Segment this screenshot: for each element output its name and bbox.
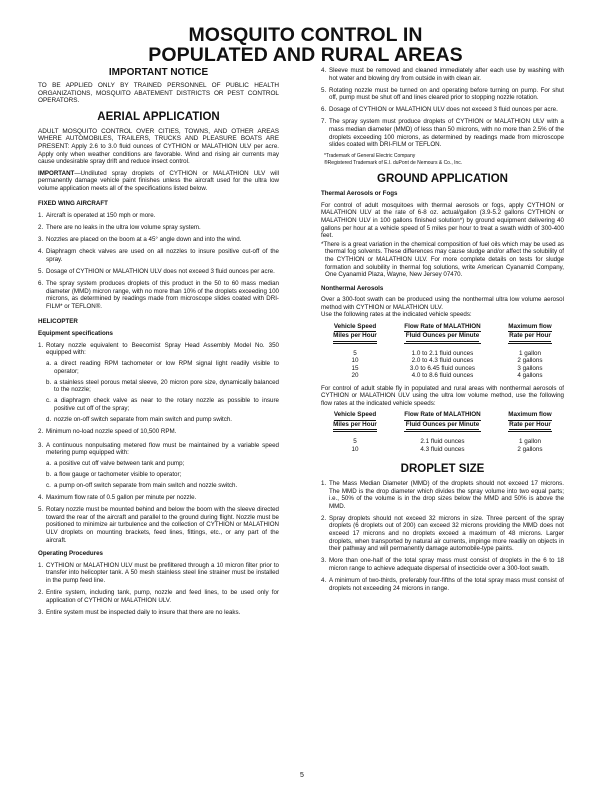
item-text: Rotary nozzle must be mounted behind and below the boom with the sleeve directed toward the rear of the aircraft and parallel to the ground during flight. Nozzle must be positioned to minimize air turbulence and the collection of CYTHION or MALATHION ULV droplets on mounting brackets, feed lines, fittings, etc., or any part of the aircraft. [46,506,279,544]
item-text: Maximum flow rate of 0.5 gallon per minute per nozzle. [46,494,197,502]
sub-text: nozzle on-off switch separate from main switch and pump switch. [54,416,233,423]
item-number: 5. [38,506,44,514]
item-text: Entire system must be inspected daily to insure that there are no leaks. [46,608,241,616]
list-item [321,557,564,572]
important-warning [38,170,279,193]
col-header-vehicle-speed: Vehicle Speed Miles per Hour [321,323,389,346]
sub-letter: b. [46,470,52,478]
list-item [38,494,279,502]
item-text: The spray system must produce droplets of CYTHION or MALATHION ULV with a mass median diameter (MMD) of less than 50 microns, with no more than 2.5% of the droplets exceeding 100 microns, as determined by readings made from microscope slides coated with DRI-FILM or TEFLON. [329,118,564,149]
sub-text: a stainless steel porous metal sleeve, 20 micron pore size, dynamically balanced to the nozzle; [54,378,279,394]
cell-flow-rate: 1.0 to 2.1 fluid ounces [411,349,474,357]
list-item [38,506,279,544]
table-row [321,365,564,372]
cell-speed: 20 [351,372,359,380]
aerial-intro [38,128,279,166]
sub-list [46,460,279,490]
item-number: 4. [38,494,44,502]
item-text: Entire system, including tank, pump, nozzle and feed lines, to be used only for application of CYTHION or MALATHION ULV. [46,589,279,604]
cell-speed: 5 [353,349,357,357]
list-item [38,442,279,490]
footnote-teflon: ®Registered Trademark of E.I. duPont de Nemours & Co., Inc. [324,159,463,166]
stable-fly-flow-rate-table [321,411,564,453]
cell-flow-rate: 2.0 to 4.3 fluid ounces [411,357,474,365]
item-number: 4. [321,67,327,74]
sub-letter: c. [46,397,51,405]
col-header-flow-rate: Flow Rate of MALATHION Fluid Ounces per Minute [389,411,496,434]
left-column [38,67,279,621]
cell-flow-rate: 3.0 to 6.45 fluid ounces [409,364,476,372]
sub-item [46,416,279,424]
item-text: Rotary nozzle equivalent to Beecomist Spray Head Assembly Model No. 350 equipped with: [46,341,279,357]
table-row [321,357,564,364]
sub-item [46,360,279,375]
sub-letter: d. [46,416,52,423]
sub-item [46,482,279,490]
list-item [38,428,279,436]
stable-fly-text: For control of adult stable fly in populated and rural areas with nonthermal aerosols of CYTHION or MALATHION ULV using the ultra low volume method, use the following flow rates at the indicated vehicle speeds: [321,384,564,407]
important-label: IMPORTANT [38,169,75,177]
operating-procedures-continued [321,67,564,149]
item-number: 5. [38,268,44,276]
item-text: CYTHION or MALATHION ULV must be prefiltered through a 10 micron filter prior to transfer into helicopter tank. A 50 mesh stainless steel line strainer must be installed in the pump feed line. [46,561,279,584]
list-item [321,577,564,592]
item-number: 1. [321,479,327,487]
ground-application-heading: GROUND APPLICATION [377,173,508,186]
item-text: Nozzles are placed on the boom at a 45° angle down and into the wind. [46,236,242,244]
list-item [38,562,279,585]
right-column [321,67,564,597]
item-number: 3. [38,608,44,616]
fixed-wing-list [38,212,279,310]
col-header-flow-rate: Flow Rate of MALATHION Fluid Ounces per Minute [389,323,496,346]
sub-item [46,379,279,394]
helicopter-heading: HELICOPTER [38,317,78,325]
item-number: 1. [38,341,44,349]
nonthermal-text: Over a 300-foot swath can be produced using the nonthermal ultra low volume aerosol method with CYTHION or MALATHION ULV. [321,296,564,311]
cell-max-flow: 1 gallon [518,349,541,357]
list-item [38,268,279,276]
item-number: 1. [38,212,44,220]
item-text: Rotating nozzle must be turned on and operating before turning on pump. For shut off, pump must be shut off and lines cleared prior to stopping nozzle rotation. [329,86,564,102]
sub-letter: b. [46,378,52,386]
fixed-wing-heading: FIXED WING AIRCRAFT [38,199,108,207]
item-text: Dosage of CYTHION or MALATHION ULV does not exceed 3 fluid ounces per acre. [329,106,558,114]
item-number: 6. [38,280,44,288]
sub-text: a diaphragm check valve as near to the rotary nozzle as possible to insure positive cut off of the spray; [54,397,279,412]
list-item [38,280,279,310]
item-number: 2. [321,514,327,522]
list-item [321,106,564,114]
cell-max-flow: 3 gallons [517,364,543,372]
table-header-row [321,411,564,434]
list-item [38,212,279,220]
sub-letter: a. [46,459,52,467]
item-text: A continuous nonpulsating metered flow must be maintained by a variable speed metering pump equipped with: [46,441,279,457]
important-notice-text: TO BE APPLIED ONLY BY TRAINED PERSONNEL OF PUBLIC HEALTH ORGANIZATIONS, MOSQUITO ABATEMENT DISTRICTS OR PEST CONTROL OPERATORS. [38,82,279,105]
thermal-aerosols-heading: Thermal Aerosols or Fogs [321,190,398,198]
col-header-max-flow: Maximum flow Rate per Hour [496,323,564,346]
thermal-aerosols-note: *There is a great variation in the chemical composition of fuel oils which may be used as thermal fog solvents. These differences may cause sludge and/or affect the solubility of the CYTHION or MALATHION ULV. For more complete details on tests for sludge formation and solubility in thermal fog solutions, write American Cyanamid Company, One Cyanamid Plaza, Wayne, New Jersey 07470. [321,240,564,279]
sub-text: a pump on-off switch separate from main switch and nozzle switch. [54,482,238,490]
footnote-dri-film: *Trademark of General Electric Company [324,153,416,160]
title-line-1: MOSQUITO CONTROL IN [188,24,423,46]
item-text: A minimum of two-thirds, preferably four-fifths of the total spray mass must consist of droplets not exceeding 24 microns in range. [329,576,564,592]
cell-flow-rate: 2.1 fluid ounces [420,438,465,446]
page-number: 5 [300,772,304,779]
col-header-max-flow: Maximum flow Rate per Hour [496,411,564,434]
mosquito-flow-rate-table [321,323,564,379]
sub-text: a positive cut off valve between tank and pump; [54,459,185,467]
equipment-specs-list [38,342,279,544]
list-item [38,224,279,232]
table-row [321,372,564,379]
item-number: 5. [321,86,327,94]
list-item [38,609,279,617]
table-row [321,446,564,453]
important-notice-heading: IMPORTANT NOTICE [108,67,209,78]
item-text: The spray system produces droplets of this product in the 50 to 60 mass median diameter (MMD) micron range, with no more than 10% of the droplets exceeding 100 microns, as determined by readings made from microscope slides coated with DRI-FILM* or TEFLON®. [46,280,279,310]
cell-speed: 10 [351,445,359,453]
sub-text: a flow gauge or tachometer visible to operator; [54,470,182,478]
important-text: —Undiluted spray droplets of CYTHION or MALATHION ULV will permanently damage vehicle paint finishes unless the aircraft used for the ultra low volume application meets all of the specifications listed below. [38,169,279,192]
list-item [321,515,564,553]
cell-speed: 5 [353,438,357,446]
list-item [321,480,564,510]
item-number: 4. [321,576,327,584]
table-row [321,346,564,357]
item-number: 2. [38,224,44,232]
sub-item [46,460,279,468]
item-text: Dosage of CYTHION or MALATHION ULV does not exceed 3 fluid ounces per acre. [46,268,275,276]
item-number: 3. [38,236,44,244]
sub-letter: a. [46,359,52,367]
sub-text: a direct reading RPM tachometer or low RPM signal light readily visible to operator; [54,359,279,375]
nonthermal-aerosols-heading: Nonthermal Aerosols [321,284,384,292]
cell-flow-rate: 4.0 to 8.6 fluid ounces [411,372,474,380]
item-text: Aircraft is operated at 150 mph or more. [46,212,156,220]
item-number: 2. [38,589,44,597]
sub-letter: c. [46,482,51,490]
item-number: 4. [38,248,44,256]
cell-max-flow: 4 gallons [517,372,543,380]
droplet-size-list [321,480,564,592]
cell-speed: 10 [351,357,359,365]
cell-max-flow: 2 gallons [517,357,543,365]
cell-max-flow: 1 gallon [518,438,541,446]
item-text: Diaphragm check valves are used on all nozzles to insure positive cut-off of the spray. [46,248,279,263]
cell-max-flow: 2 gallons [517,445,543,453]
droplet-size-heading: DROPLET SIZE [400,462,485,475]
item-text: Minimum no-load nozzle speed of 10,500 RPM. [46,428,177,436]
item-text: Sleeve must be removed and cleaned immediately after each use by washing with hot water and blowing dry from outside in with clean air. [329,67,564,82]
item-number: 2. [38,428,44,436]
item-number: 3. [38,441,44,449]
equipment-specs-heading: Equipment specifications [38,330,113,338]
list-item [38,589,279,604]
nonthermal-rates-intro: Use the following rates at the indicated vehicle speeds: [321,311,472,319]
aerial-application-heading: AERIAL APPLICATION [97,110,220,123]
list-item [321,87,564,102]
aerial-intro-caps: ADULT MOSQUITO CONTROL OVER CITIES, TOWNS, AND OTHER AREAS WHERE AUTOMOBILES, TRAILERS, TRUCKS AND PLEASURE BOATS ARE PRESENT: [38,127,279,150]
item-text: More than one-half of the total spray mass must consist of droplets in the 6 to 18 micron range to achieve adequate dispersal of insecticide over a 300-foot swath. [329,557,564,572]
title-line-2: POPULATED AND RURAL AREAS [148,44,463,66]
item-number: 6. [321,106,327,114]
list-item [321,67,564,82]
operating-procedures-list [38,562,279,617]
sub-list [46,360,279,424]
item-text: The Mass Median Diameter (MMD) of the droplets should not exceed 17 microns. The MMD is the drop diameter which divides the spray volume into two equal parts; i.e., 50% of the volume is in the drop sizes below the MMD and 50% is above the MMD. [329,479,564,510]
thermal-aerosols-text: For control of adult mosquitoes with thermal aerosols or fogs, apply CYTHION or MALATHION ULV at the rate of 6-8 oz. actual/gallon (3.9-5.2 gallons CYTHION or MALATHION ULV in 100 gallons finished solution*) by ground equipment delivering 40 gallons per hour at a vehicle speed of 5 miles per hour to treat a swath width of 300-400 feet. [321,201,564,240]
cell-flow-rate: 4.3 fluid ounces [420,445,465,453]
col-header-vehicle-speed: Vehicle Speed Miles per Hour [321,411,389,434]
item-number: 7. [321,118,327,126]
table-row [321,434,564,445]
list-item [321,118,564,148]
item-text: There are no leaks in the ultra low volume spray system. [46,224,201,232]
item-text: Spray droplets should not exceed 32 microns in size. Three percent of the spray droplets (6 droplets out of 200) can exceed 32 microns providing the MMD does not exceed 17 microns and no droplets exceed a maximum of 48 microns. Larger droplets, when transported by natural air currents, impinge more readily on objects in their pathway and will permanently damage automobile-type paints. [329,514,564,553]
list-item [38,342,279,424]
item-number: 3. [321,557,327,565]
page-title [0,25,611,65]
aerial-intro-rest: Apply 2.6 to 3.0 fluid ounces of CYTHION or MALATHION ULV per acre. Apply only when weather conditions are favorable. Wind and rising air currents may cause undesirable spray drift and reduce insect control. [38,142,279,166]
list-item [38,248,279,263]
operating-procedures-heading: Operating Procedures [38,550,103,558]
sub-item [46,471,279,479]
list-item [38,236,279,244]
table-header-row [321,323,564,346]
item-number: 1. [38,561,44,569]
cell-speed: 15 [351,364,359,372]
sub-item [46,397,279,412]
